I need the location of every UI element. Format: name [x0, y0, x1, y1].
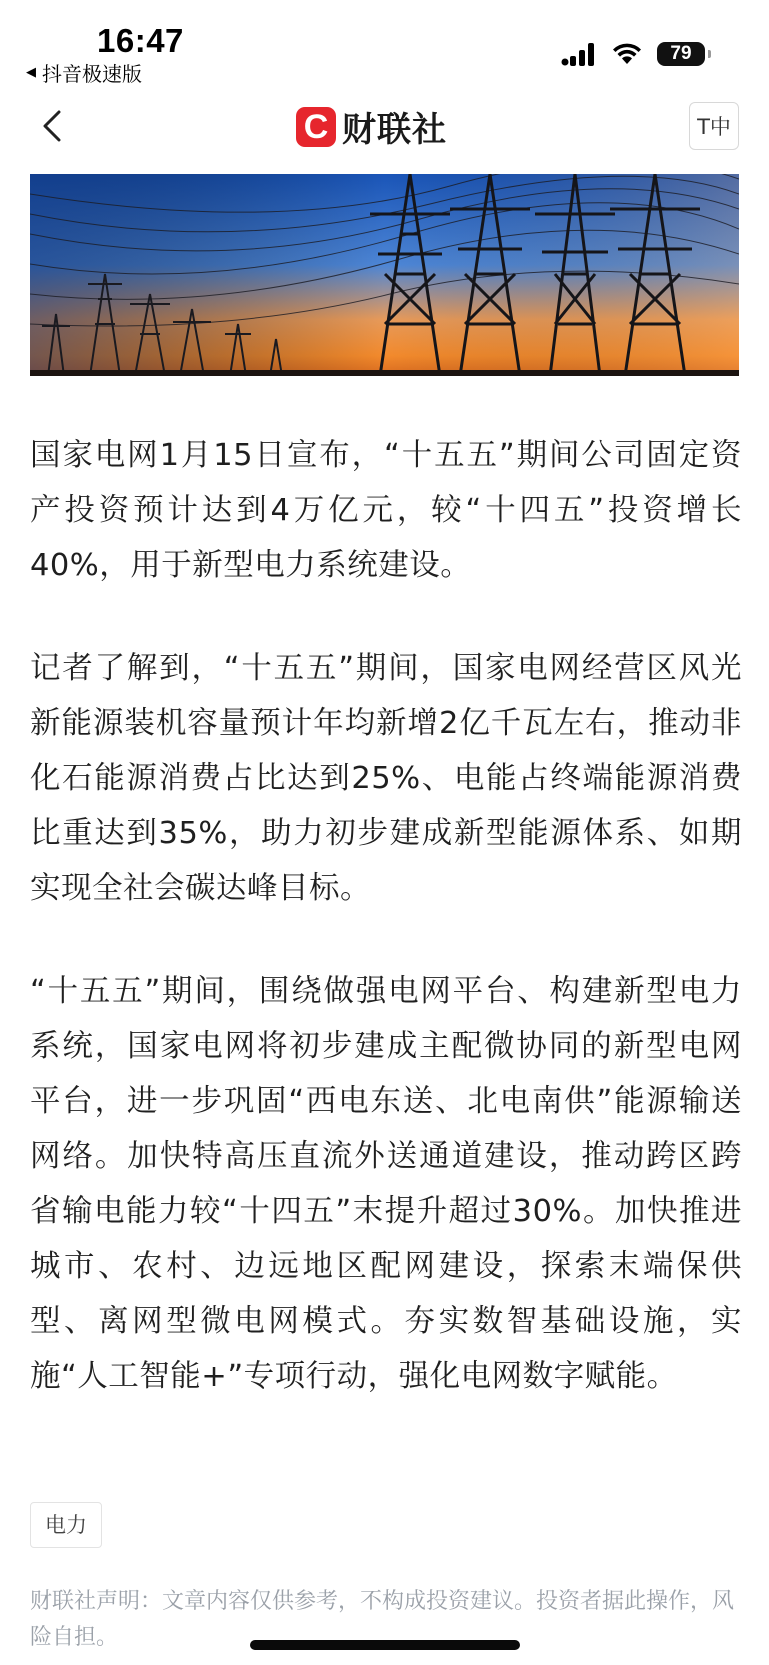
- cls-logo: [296, 102, 447, 151]
- status-indicators: [561, 42, 705, 66]
- battery-icon: 79: [657, 42, 705, 66]
- article-paragraph: “十五五”期间，围绕做强电网平台、构建新型电力系统，国家电网将初步建成主配微协同的新型电网平台，进一步巩固“西电东送、北电南供”能源输送网络。加快特高压直流外送通道建设，推动跨区跨省输电能力较“十四五”末提升超过30%。加快推进城市、农村、边远地区配网建设，探索末端保供型、离网型微电网模式。夯实数智基础设施，实施“人工智能+”专项行动，强化电网数字赋能。: [30, 974, 742, 1394]
- cellular-signal-icon: [561, 42, 597, 66]
- hero-image: [30, 174, 739, 376]
- logo-mark: C: [296, 107, 336, 147]
- article-paragraph: 国家电网1月15日宣布，“十五五”期间公司固定资产投资预计达到4万亿元，较“十四五”投资增长40%，用于新型电力系统建设。: [30, 438, 742, 583]
- disclaimer-text: 财联社声明：文章内容仅供参考，不构成投资建议。投资者据此操作，风险自担。: [30, 1589, 735, 1650]
- back-to-app-link[interactable]: [26, 58, 142, 87]
- article-paragraph: 记者了解到，“十五五”期间，国家电网经营区风光新能源装机容量预计年均新增2亿千瓦左右，推动非化石能源消费占比达到25%、电能占终端能源消费比重达到35%，助力初步建成新型能源体系、如期实现全社会碳达峰目标。: [30, 651, 742, 906]
- nav-bar: [0, 94, 769, 160]
- back-triangle-icon: ◀: [26, 65, 36, 80]
- article-body: [30, 428, 742, 1452]
- font-size-button[interactable]: T中: [689, 102, 739, 150]
- status-bar: [0, 0, 769, 90]
- logo-text: 财联社: [342, 110, 447, 150]
- back-button[interactable]: [34, 104, 70, 148]
- topic-tag[interactable]: 电力: [30, 1502, 102, 1548]
- power-towers-sunset-image: [30, 174, 739, 376]
- wifi-icon: [611, 42, 643, 66]
- chevron-left-icon: [41, 109, 63, 143]
- back-app-label: 抖音极速版: [42, 62, 142, 86]
- status-time: 16:47: [97, 22, 184, 59]
- home-indicator[interactable]: [250, 1640, 520, 1650]
